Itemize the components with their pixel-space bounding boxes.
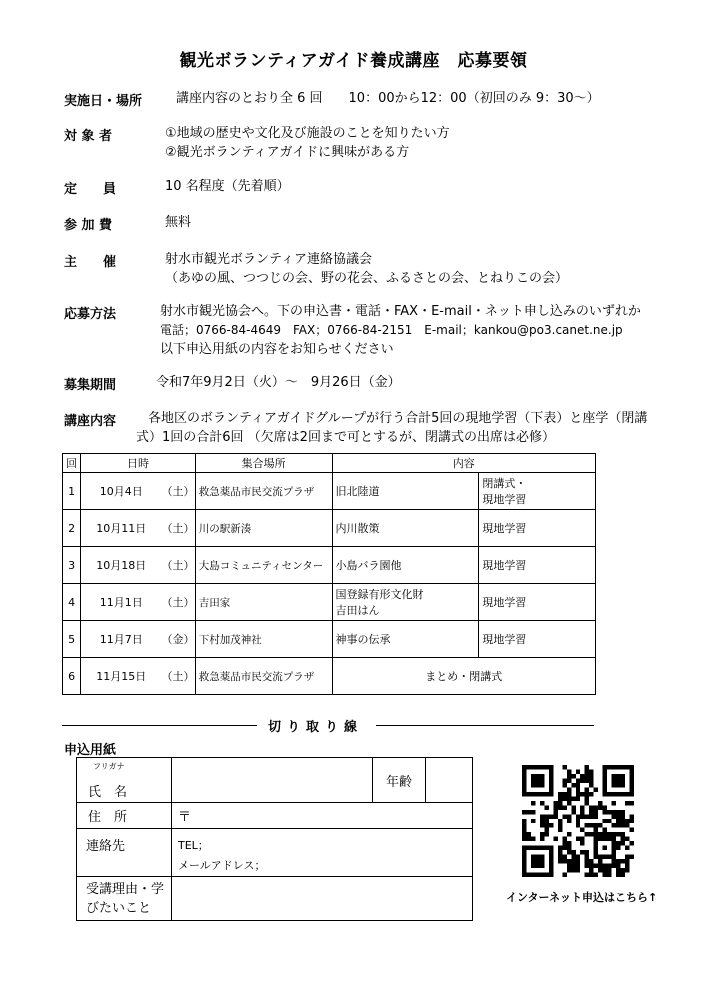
age-label: 年齢 — [373, 758, 426, 803]
row-no: 5 — [63, 621, 81, 658]
row-type: 閉講式・ 現地学習 — [479, 473, 596, 510]
tel-field[interactable]: TEL； — [178, 839, 209, 852]
row-weekday: （土） — [161, 584, 195, 621]
form-title: 申込用紙 — [64, 743, 117, 758]
page-title: 観光ボランティアガイド養成講座 応募要領 — [179, 51, 528, 71]
info-apply-line-1: 射水市観光協会へ。下の申込書・電話・FAX・E-mail・ネット申し込みのいずれか — [160, 304, 641, 319]
info-content-line-2: 式）1回の合計6回 （欠席は2回まで可とするが、閉講式の出席は必修） — [136, 430, 555, 445]
reason-label: 受講理由・学 びたいこと — [77, 877, 172, 921]
row-date: 10月11日 — [81, 510, 162, 547]
row-no: 1 — [63, 473, 81, 510]
row-date: 11月15日 — [81, 658, 162, 695]
row-content: 内川散策 — [332, 510, 479, 547]
schedule-row — [63, 547, 596, 584]
schedule-header-row — [63, 454, 596, 473]
row-content: まとめ・閉講式 — [332, 658, 596, 695]
contact-label: 連絡先 — [77, 829, 172, 877]
reason-input-cell[interactable] — [172, 877, 473, 921]
info-schedule-label: 実施日・場所 — [64, 94, 143, 109]
furigana-label: フリガナ — [93, 762, 125, 771]
info-capacity-value: 10 名程度（先着順） — [165, 179, 290, 194]
row-date: 11月1日 — [81, 584, 162, 621]
row-date: 10月4日 — [81, 473, 162, 510]
row-type: 現地学習 — [479, 510, 596, 547]
info-content-label: 講座内容 — [64, 414, 117, 429]
schedule-row — [63, 473, 596, 510]
header-content: 内容 — [332, 454, 596, 473]
info-target-label: 対 象 者 — [64, 129, 113, 144]
row-weekday: （土） — [161, 473, 195, 510]
info-target-line-1: ①地域の歴史や文化及び施設のことを知りたい方 — [165, 126, 450, 141]
row-no: 4 — [63, 584, 81, 621]
cut-line-right — [376, 725, 594, 726]
header-date: 日時 — [81, 454, 195, 473]
schedule-table — [62, 453, 596, 695]
row-date: 10月18日 — [81, 547, 162, 584]
row-no: 3 — [63, 547, 81, 584]
row-content: 小島バラ園他 — [332, 547, 479, 584]
info-fee-value: 無料 — [165, 215, 192, 230]
name-label: 氏 名 — [88, 785, 128, 800]
info-period-label: 募集期間 — [64, 378, 117, 393]
header-place: 集合場所 — [195, 454, 332, 473]
application-form — [76, 757, 473, 921]
name-input-cell[interactable] — [172, 758, 373, 803]
info-schedule-value: 講座内容のとおり全 6 回 10：00から12：00（初回のみ 9：30～） — [176, 91, 600, 106]
row-date: 11月7日 — [81, 621, 162, 658]
info-apply-line-3: 以下申込用紙の内容をお知らせください — [160, 342, 394, 357]
row-content: 神事の伝承 — [332, 621, 479, 658]
row-place: 救急薬品市民交流プラザ — [195, 658, 332, 695]
row-type: 現地学習 — [479, 621, 596, 658]
cut-line-text: 切り取り線 — [268, 720, 364, 735]
row-type: 現地学習 — [479, 584, 596, 621]
qr-code[interactable] — [522, 765, 634, 877]
row-weekday: （土） — [161, 510, 195, 547]
row-weekday: （土） — [161, 658, 195, 695]
address-input-cell[interactable] — [172, 803, 473, 829]
cut-line-left — [62, 725, 257, 726]
row-place: 川の駅新湊 — [195, 510, 332, 547]
row-place: 吉田家 — [195, 584, 332, 621]
row-content: 旧北陸道 — [332, 473, 479, 510]
row-no: 2 — [63, 510, 81, 547]
age-input-cell[interactable] — [426, 758, 473, 803]
info-content-line-1: 各地区のボランティアガイドグループが行う合計5回の現地学習（下表）と座学（閉講 — [148, 411, 648, 426]
schedule-row — [63, 658, 596, 695]
row-type: 現地学習 — [479, 547, 596, 584]
info-period-value: 令和7年9月2日（火）～ 9月26日（金） — [156, 375, 401, 390]
info-organizer-label: 主 催 — [64, 255, 117, 270]
row-place: 下村加茂神社 — [195, 621, 332, 658]
info-fee-label: 参 加 費 — [64, 218, 113, 233]
header-no: 回 — [63, 454, 81, 473]
row-place: 救急薬品市民交流プラザ — [195, 473, 332, 510]
schedule-row — [63, 621, 596, 658]
row-content: 国登録有形文化財 吉田はん — [332, 584, 479, 621]
row-no: 6 — [63, 658, 81, 695]
name-label-cell — [77, 758, 172, 803]
address-label: 住 所 — [77, 803, 172, 829]
info-target-line-2: ②観光ボランティアガイドに興味がある方 — [165, 145, 410, 160]
schedule-row — [63, 510, 596, 547]
info-capacity-label: 定 員 — [64, 182, 117, 197]
email-field[interactable]: メールアドレス； — [178, 859, 266, 872]
postal-mark: 〒 — [178, 810, 192, 825]
row-weekday: （金） — [161, 621, 195, 658]
info-organizer-line-1: 射水市観光ボランティア連絡協議会 — [165, 252, 372, 267]
info-apply-line-2: 電話；0766-84-4649 FAX；0766-84-2151 E-mail；kankou@po3.canet.ne.jp — [160, 323, 623, 337]
info-apply-label: 応募方法 — [64, 307, 117, 322]
row-place: 大島コミュニティセンター — [195, 547, 332, 584]
contact-input-cell[interactable] — [172, 829, 473, 877]
schedule-row — [63, 584, 596, 621]
row-weekday: （土） — [161, 547, 195, 584]
qr-caption: インターネット申込はこちら↑ — [506, 891, 658, 904]
info-organizer-line-2: （あゆの風、つつじの会、野の花会、ふるさとの会、とねりこの会） — [165, 271, 569, 286]
